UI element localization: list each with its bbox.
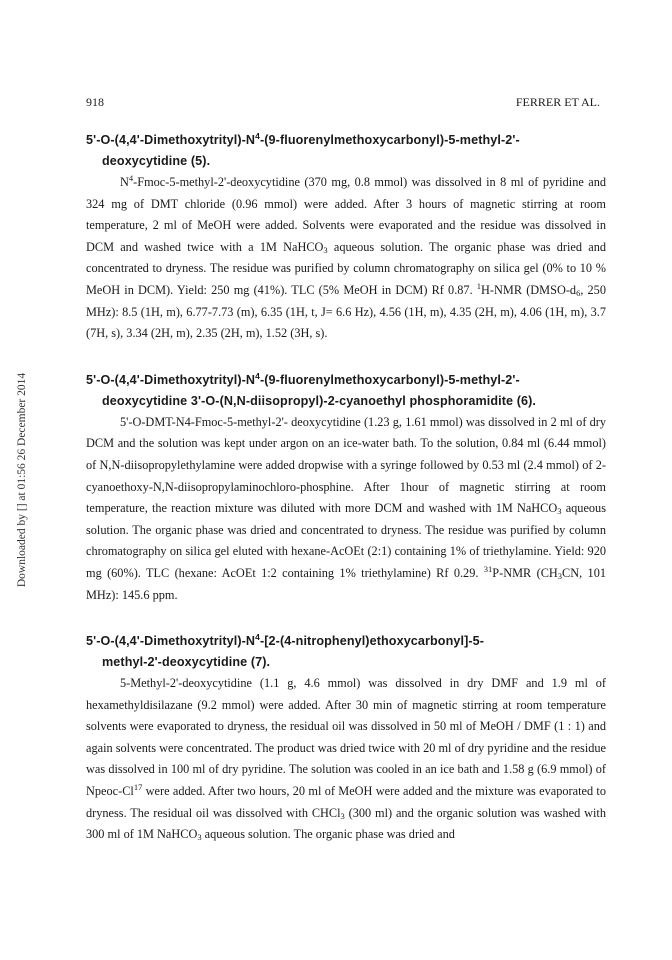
section-compound-6 xyxy=(86,370,606,606)
section-paragraph: 5'-O-DMT-N4-Fmoc-5-methyl-2'- deoxycytidine (1.23 g, 1.61 mmol) was dissolved in 2 ml of dry DCM and the solution was kept under argon on an ice-water bath. To the solution, 0.84 ml (6.44 mmol) of N,N-diisopropylethylamine were added dropwise with a syringe followed by 0.53 ml (2.4 mmol) of 2-cyanoethoxy-N,N-diisopropylaminochloro-phosphine. After 1hour of magnetic stirring at room temperature, the reaction mixture was diluted with more DCM and washed with 1M NaHCO$_3$ aqueous solution. The organic phase was dried and concentrated to dryness. The residue was purified by column chromatography on silica gel eluted with hexane-AcOEt (2:1) containing 1% of triethylamine. Yield: 920 mg (60%). TLC (hexane: AcOEt 1:2 containing 1% triethylamine) Rf 0.29. $^{31}$P-NMR ($CH_3CN$, 101 MHz): 145.6 ppm. xyxy=(86,414,606,602)
section-heading: $5'-O-(4,4'-Dimethoxytrityl)-N^4-(9-fluorenylmethoxycarbonyl)-5-methyl-2'-$ deoxycytidine 3'-O-(N,N-diisopropyl)-2-cyanoethyl phosphoramidite (6). xyxy=(86,370,537,408)
section-compound-5 xyxy=(86,130,606,345)
section-heading: $5'-O-(4,4'-Dimethoxytrityl)-N^4-[2-(4-nitrophenyl)ethoxycarbonyl]-5-$ methyl-2'-deoxycytidine (7). xyxy=(86,632,485,670)
section-paragraph: $N^4-Fmoc-5-methyl-2'$-deoxycytidine (370 mg, 0.8 mmol) was dissolved in 8 ml of pyridine and 324 mg of DMT chloride (0.96 mmol) were added. After 3 hours of magnetic stirring at room temperature, 2 ml of MeOH were added. Solvents were evaporated and the residue was dissolved in DCM and washed twice with a 1M NaHCO$_3$ aqueous solution. The organic phase was dried and concentrated to dryness. The residue was purified by column chromatography on silica gel (0% to 10 % MeOH in DCM). Yield: 250 mg (41%). TLC (5% MeOH in DCM) Rf 0.87. $^1$H-NMR ($DMSO-d_6$, 250 MHz): 8.5 (1H, m), 6.77-7.73 (m), 6.35 (1H, t, J= 6.6 Hz), 4.56 (1H, m), 4.35 (2H, m), 4.06 (1H, m), 3.7 (7H, s), 3.34 (2H, m), 2.35 (2H, m), 1.52 (3H, s). xyxy=(86,173,606,341)
section-heading: $5'-O-(4,4'-Dimethoxytrityl)-N^4-(9-fluorenylmethoxycarbonyl)-5-methyl-2'-$ deoxycytidine (5). xyxy=(86,131,520,168)
running-head: FERRER ET AL. xyxy=(515,95,600,109)
section-paragraph: 5-Methyl-2'-deoxycytidine (1.1 g, 4.6 mmol) was dissolved in dry DMF and 1.9 ml of hexamethyldisilazane (9.2 mmol) were added. After 30 min of magnetic stirring at room temperature solvents were evaporated to dryness, the residual oil was dissolved in 50 ml of MeOH / DMF (1 : 1) and again solvents were concentrated. The product was dried twice with 20 ml of dry pyridine and the residue was dissolved in 100 ml of dry pyridine. The solution was cooled in an ice bath and 1.58 g (6.9 mmol) of Npeoc-Cl$^{17}$ were added. After two hours, 20 ml of MeOH were added and the mixture was evaporated to dryness. The residual oil was dissolved with CHCl$_3$ (300 ml) and the organic solution was washed with 300 ml of 1M NaHCO$_3$ aqueous solution. The organic phase was dried and xyxy=(86,676,606,843)
section-compound-7 xyxy=(86,631,606,846)
download-watermark: Downloaded by [] at 01:56 26 December 2014 xyxy=(16,372,28,588)
page-number: 918 xyxy=(86,95,104,109)
article-body xyxy=(86,130,606,871)
